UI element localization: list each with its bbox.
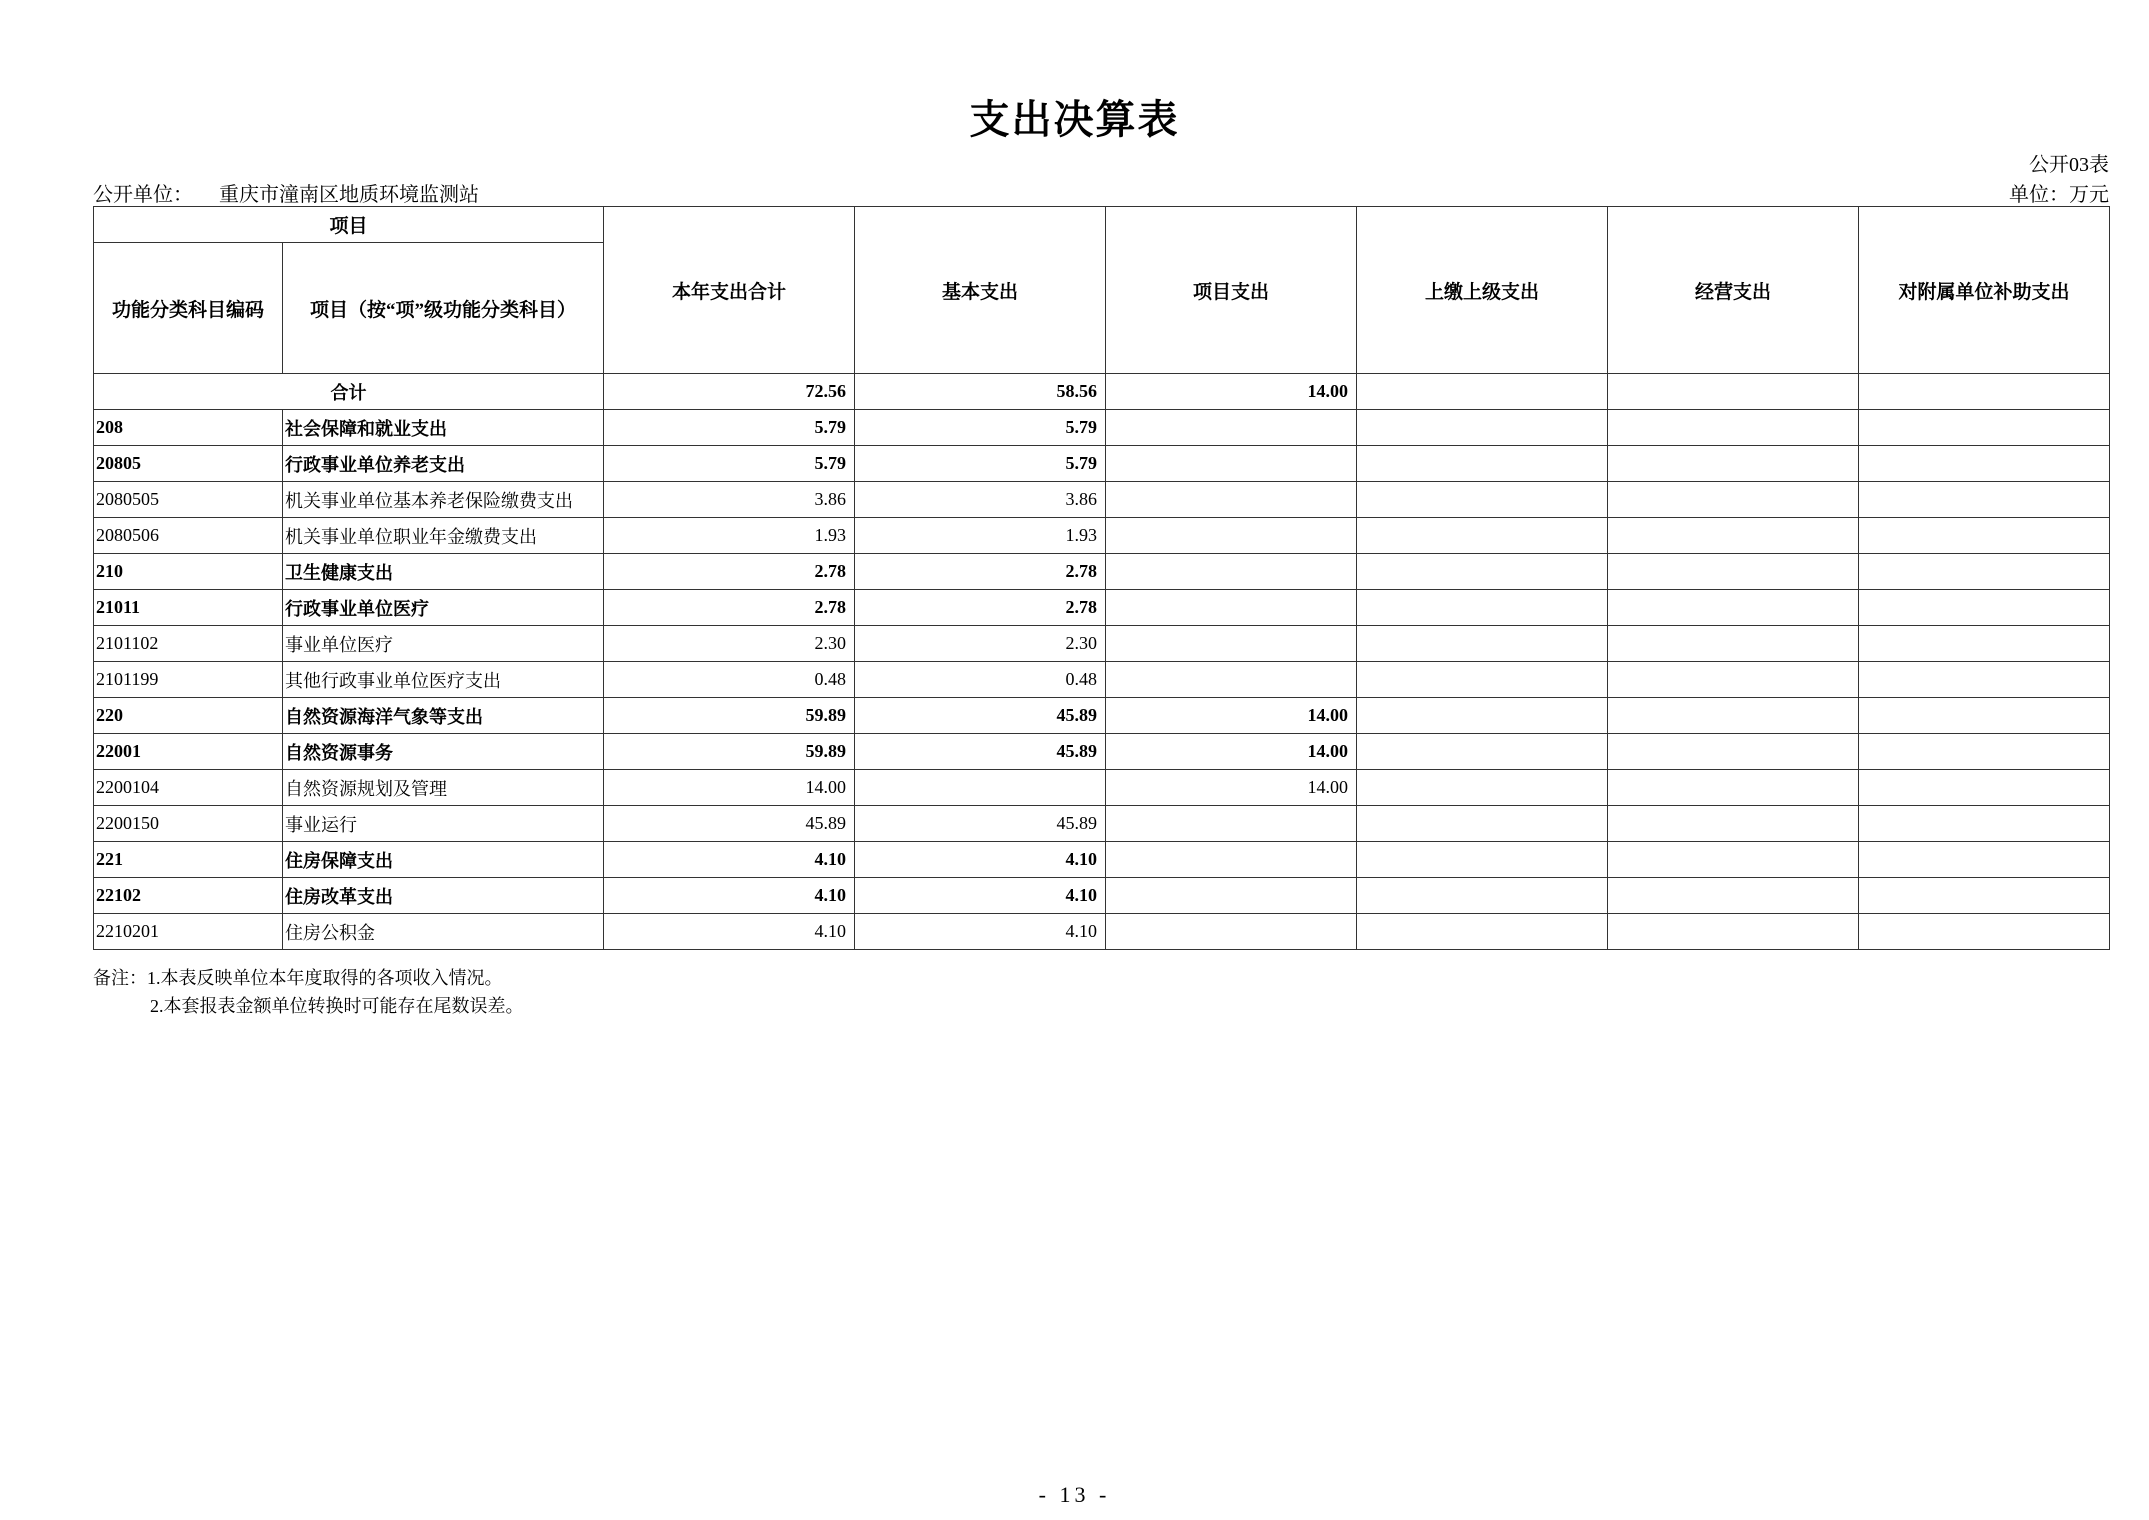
row-code: 2200104	[94, 770, 283, 806]
row-subsidy	[1859, 698, 2110, 734]
table-row	[94, 914, 2110, 950]
row-code: 20805	[94, 446, 283, 482]
table-row	[94, 662, 2110, 698]
row-total: 4.10	[604, 842, 855, 878]
form-number: 公开03表	[2029, 154, 2109, 176]
row-project	[1106, 842, 1357, 878]
row-name: 机关事业单位基本养老保险缴费支出	[283, 482, 604, 518]
total-label: 合计	[94, 374, 604, 410]
row-upper	[1357, 590, 1608, 626]
row-total: 4.10	[604, 914, 855, 950]
table-row	[94, 518, 2110, 554]
row-code: 220	[94, 698, 283, 734]
row-project	[1106, 662, 1357, 698]
row-business	[1608, 734, 1859, 770]
row-code: 210	[94, 554, 283, 590]
row-name: 住房改革支出	[283, 878, 604, 914]
row-business	[1608, 698, 1859, 734]
total-cell-upper	[1357, 374, 1608, 410]
row-upper	[1357, 806, 1608, 842]
row-basic	[855, 770, 1106, 806]
row-basic: 4.10	[855, 878, 1106, 914]
row-subsidy	[1859, 914, 2110, 950]
row-basic: 5.79	[855, 410, 1106, 446]
row-upper	[1357, 878, 1608, 914]
row-subsidy	[1859, 626, 2110, 662]
row-project	[1106, 626, 1357, 662]
reporting-unit-label: 公开单位：	[93, 184, 193, 206]
header-name: 项目（按“项”级功能分类科目）	[283, 243, 604, 374]
row-upper	[1357, 662, 1608, 698]
row-basic: 45.89	[855, 806, 1106, 842]
row-business	[1608, 914, 1859, 950]
row-business	[1608, 662, 1859, 698]
row-business	[1608, 446, 1859, 482]
row-total: 1.93	[604, 518, 855, 554]
header-row-1	[94, 207, 2110, 243]
header-business: 经营支出	[1608, 207, 1859, 374]
row-project: 14.00	[1106, 734, 1357, 770]
row-business	[1608, 554, 1859, 590]
header-total: 本年支出合计	[604, 207, 855, 374]
row-basic: 4.10	[855, 914, 1106, 950]
row-business	[1608, 518, 1859, 554]
header-upper: 上缴上级支出	[1357, 207, 1608, 374]
row-code: 2080506	[94, 518, 283, 554]
row-upper	[1357, 770, 1608, 806]
row-basic: 1.93	[855, 518, 1106, 554]
page-title: 支出决算表	[969, 97, 1180, 142]
header-project-group: 项目	[94, 207, 604, 243]
row-subsidy	[1859, 806, 2110, 842]
row-business	[1608, 842, 1859, 878]
row-name: 行政事业单位养老支出	[283, 446, 604, 482]
row-business	[1608, 806, 1859, 842]
row-total: 59.89	[604, 698, 855, 734]
row-code: 2080505	[94, 482, 283, 518]
row-business	[1608, 770, 1859, 806]
row-basic: 4.10	[855, 842, 1106, 878]
row-name: 行政事业单位医疗	[283, 590, 604, 626]
row-subsidy	[1859, 734, 2110, 770]
row-basic: 3.86	[855, 482, 1106, 518]
row-code: 2200150	[94, 806, 283, 842]
row-subsidy	[1859, 878, 2110, 914]
table-row	[94, 842, 2110, 878]
row-basic: 2.78	[855, 590, 1106, 626]
total-row	[94, 374, 2110, 410]
note-line-1: 备注：1.本表反映单位本年度取得的各项收入情况。	[93, 968, 503, 988]
row-upper	[1357, 410, 1608, 446]
row-total: 0.48	[604, 662, 855, 698]
row-project	[1106, 446, 1357, 482]
expenditure-table	[93, 206, 2110, 950]
row-basic: 45.89	[855, 734, 1106, 770]
row-upper	[1357, 518, 1608, 554]
total-cell-project: 14.00	[1106, 374, 1357, 410]
row-project	[1106, 482, 1357, 518]
row-total: 4.10	[604, 878, 855, 914]
row-basic: 5.79	[855, 446, 1106, 482]
reporting-unit-name: 重庆市潼南区地质环境监测站	[219, 184, 479, 206]
row-project	[1106, 878, 1357, 914]
row-name: 机关事业单位职业年金缴费支出	[283, 518, 604, 554]
row-name: 卫生健康支出	[283, 554, 604, 590]
total-cell-total: 72.56	[604, 374, 855, 410]
row-business	[1608, 590, 1859, 626]
row-project: 14.00	[1106, 698, 1357, 734]
table-row	[94, 734, 2110, 770]
table-row	[94, 446, 2110, 482]
table-row	[94, 770, 2110, 806]
row-business	[1608, 626, 1859, 662]
row-code: 2101199	[94, 662, 283, 698]
total-cell-subsidy	[1859, 374, 2110, 410]
row-name: 其他行政事业单位医疗支出	[283, 662, 604, 698]
header-subsidy: 对附属单位补助支出	[1859, 207, 2110, 374]
row-project	[1106, 914, 1357, 950]
table-row	[94, 554, 2110, 590]
row-subsidy	[1859, 842, 2110, 878]
notes	[93, 964, 524, 1020]
row-code: 22102	[94, 878, 283, 914]
row-total: 45.89	[604, 806, 855, 842]
row-basic: 45.89	[855, 698, 1106, 734]
row-business	[1608, 878, 1859, 914]
row-name: 自然资源海洋气象等支出	[283, 698, 604, 734]
row-project	[1106, 590, 1357, 626]
row-subsidy	[1859, 518, 2110, 554]
row-code: 208	[94, 410, 283, 446]
header-code: 功能分类科目编码	[94, 243, 283, 374]
row-project	[1106, 410, 1357, 446]
row-total: 2.78	[604, 554, 855, 590]
row-upper	[1357, 842, 1608, 878]
row-upper	[1357, 914, 1608, 950]
row-basic: 2.30	[855, 626, 1106, 662]
row-subsidy	[1859, 446, 2110, 482]
row-code: 22001	[94, 734, 283, 770]
header-basic: 基本支出	[855, 207, 1106, 374]
row-upper	[1357, 734, 1608, 770]
table-row	[94, 806, 2110, 842]
row-code: 2210201	[94, 914, 283, 950]
currency-unit: 单位：万元	[2009, 184, 2109, 206]
row-total: 2.78	[604, 590, 855, 626]
row-upper	[1357, 482, 1608, 518]
row-code: 2101102	[94, 626, 283, 662]
unit-info-row	[93, 178, 2109, 204]
row-project	[1106, 554, 1357, 590]
total-cell-basic: 58.56	[855, 374, 1106, 410]
row-total: 14.00	[604, 770, 855, 806]
row-subsidy	[1859, 662, 2110, 698]
row-upper	[1357, 554, 1608, 590]
row-basic: 2.78	[855, 554, 1106, 590]
row-project	[1106, 518, 1357, 554]
row-total: 3.86	[604, 482, 855, 518]
row-basic: 0.48	[855, 662, 1106, 698]
table-row	[94, 482, 2110, 518]
total-cell-business	[1608, 374, 1859, 410]
row-subsidy	[1859, 770, 2110, 806]
header-project: 项目支出	[1106, 207, 1357, 374]
row-name: 事业单位医疗	[283, 626, 604, 662]
page-number: - 13 -	[1038, 1482, 1111, 1507]
row-subsidy	[1859, 554, 2110, 590]
row-project: 14.00	[1106, 770, 1357, 806]
table-row	[94, 878, 2110, 914]
row-name: 社会保障和就业支出	[283, 410, 604, 446]
row-name: 事业运行	[283, 806, 604, 842]
row-upper	[1357, 626, 1608, 662]
table-row	[94, 590, 2110, 626]
table-row	[94, 698, 2110, 734]
row-name: 住房保障支出	[283, 842, 604, 878]
reporting-unit	[93, 178, 479, 207]
row-total: 5.79	[604, 446, 855, 482]
row-code: 21011	[94, 590, 283, 626]
row-project	[1106, 806, 1357, 842]
row-business	[1608, 482, 1859, 518]
note-line-2: 2.本套报表金额单位转换时可能存在尾数误差。	[150, 996, 524, 1016]
table-row	[94, 410, 2110, 446]
row-subsidy	[1859, 410, 2110, 446]
row-name: 自然资源事务	[283, 734, 604, 770]
row-total: 5.79	[604, 410, 855, 446]
row-name: 住房公积金	[283, 914, 604, 950]
row-subsidy	[1859, 482, 2110, 518]
row-code: 221	[94, 842, 283, 878]
table-row	[94, 626, 2110, 662]
row-total: 59.89	[604, 734, 855, 770]
row-business	[1608, 410, 1859, 446]
row-name: 自然资源规划及管理	[283, 770, 604, 806]
row-subsidy	[1859, 590, 2110, 626]
row-total: 2.30	[604, 626, 855, 662]
row-upper	[1357, 446, 1608, 482]
row-upper	[1357, 698, 1608, 734]
